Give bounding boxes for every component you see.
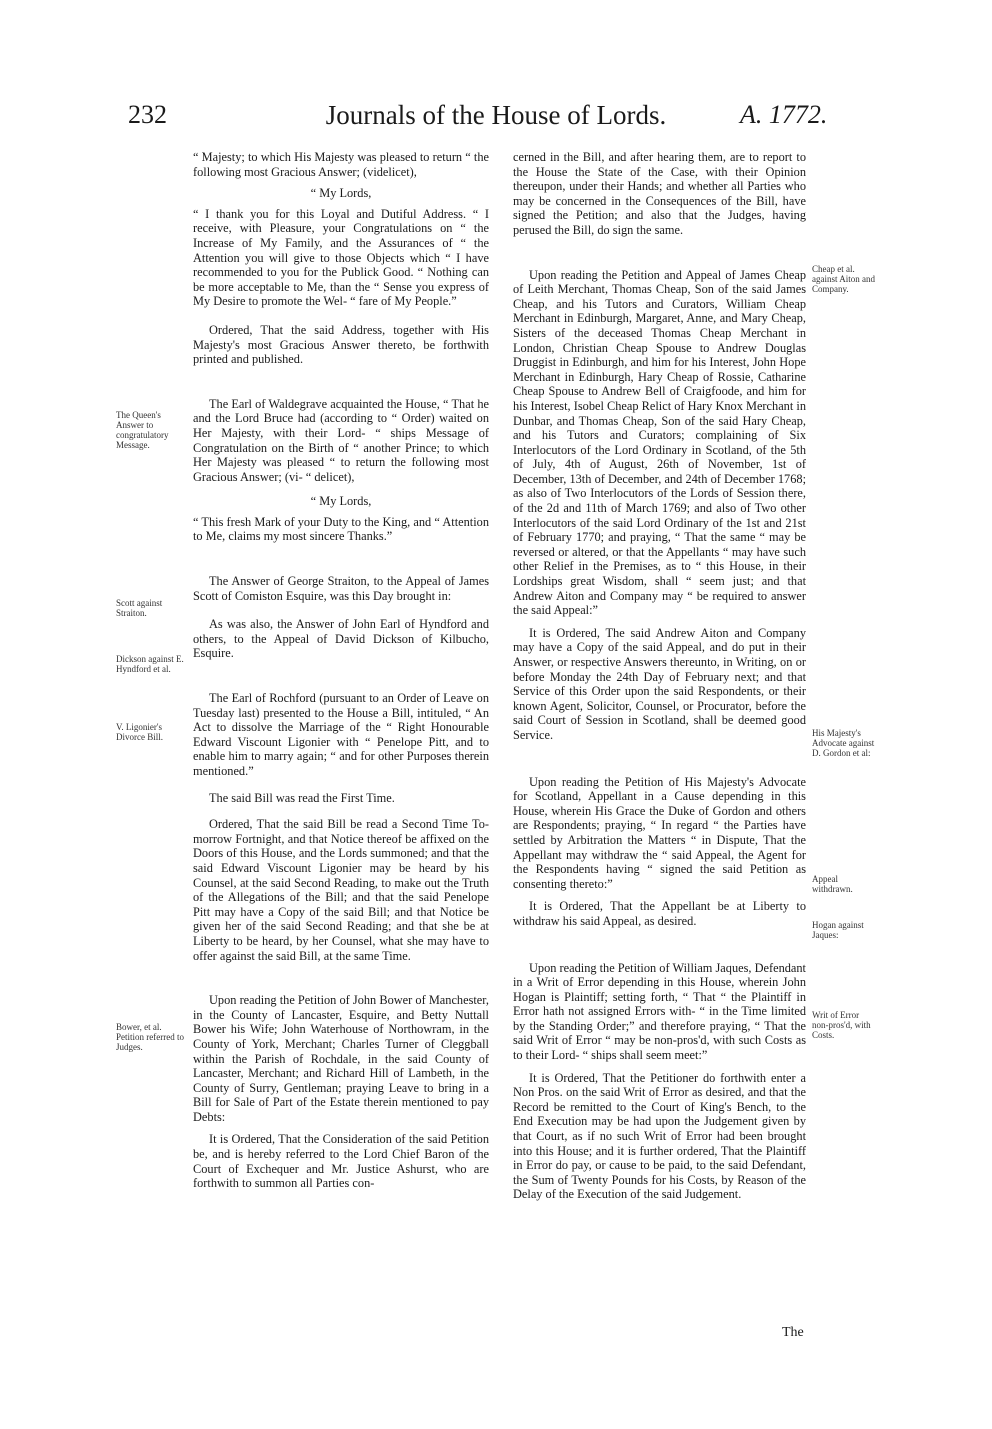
paragraph: The said Bill was read the First Time.	[209, 790, 395, 805]
margin-note-right: Appeal withdrawn.	[812, 874, 853, 894]
paragraph: Ordered, That the said Address, together with His Majesty's most Gracious Answer thereto, be forthwith printed and published.	[193, 322, 489, 367]
margin-note-left: V. Ligonier's Divorce Bill.	[116, 722, 163, 742]
paragraph: It is Ordered, That the Petitioner do forthwith enter a Non Pros. on the said Writ of Error as desired, and that the Record be remitted to the Court of King's Bench, to the End Execution may be had upon the Judgement given by that Court, as if no such Writ of Error had been brought into this House; and it is further ordered, That the Plaintiff in Error do pay, or cause to be paid, to the said Defendant, the Sum of Twenty Pounds for his Costs, by Reason of the Delay of the Execution of the said Judgement.	[513, 1070, 806, 1202]
left-column	[193, 150, 489, 1191]
salutation: “ My Lords,	[310, 494, 372, 509]
right-column	[513, 150, 806, 1202]
paragraph: “ This fresh Mark of your Duty to the King, and “ Attention to Me, claims my most sincere Thanks.”	[193, 514, 489, 544]
paragraph: The Earl of Rochford (pursuant to an Order of Leave on Tuesday last) presented to the House a Bill, intituled, “ An Act to dissolve the Marriage of the “ Right Honourable Edward Viscount Ligonier with “ Penelope Pitt, and to enable him to marry again; “ and for other Purposes therein mentioned.”	[193, 691, 489, 778]
paragraph: Upon reading the Petition and Appeal of James Cheap of Leith Merchant, Thomas Cheap, Son of the said James Cheap, and his Tutors and Curators, William Cheap Merchant in Edinburgh, Margaret, Anne, and Mary Cheap, Sisters of the deceased Thomas Cheap Merchant in London, Christian Cheap Spouse to Andrew Douglas Druggist in Edinburgh, and him for his Interest, John Hope Merchant in Edinburgh, Hary Cheap of Rossie, Catharine Cheap Spouse to Andrew Bell of Craigfoode, and him for his Interest, Isobel Cheap Relict of Hary Knox Merchant in Dunbar, and Thomas Cheap, Son of the said Hary Cheap, and his Tutors and Curators; complaining of Six Interlocutors of the Lord Ordinary in Scotland, of the 5th of July, 4th of August, 26th of November, 1st of December, 13th of December, and 24th of December 1768; as also of Two Interlocutors of the Lords of Session there, of the 2d and 11th of March 1769; and also of Two other Interlocutors of the said Lord Ordinary of the 1st and 21st of February 1770; and praying, “ That the same “ may be reversed or altered, or that the Appellants “ may have such other Relief in the Premises, as to “ this House, in their Lordships great Wisdom, shall “ seem just; and that Andrew Aiton and Company may “ be required to answer the said Appeal:”	[513, 267, 806, 618]
page-header	[0, 100, 992, 140]
margin-note-left: Bower, et al. Petition referred to Judges.	[116, 1022, 184, 1052]
page-title: Journals of the House of Lords.	[325, 100, 667, 130]
page-number: 232	[128, 100, 167, 129]
margin-note-left: Dickson against E. Hyndford et al.	[116, 654, 184, 674]
paragraph: It is Ordered, The said Andrew Aiton and Company may have a Copy of the said Appeal, and do put in their Answer, or respective Answers thereunto, in Writing, on or before Monday the 24th Day of February next; and that Service of this Order upon the said Respondents, or their known Agent, Solicitor, Counsel, or Procurator, before the said Court of Session in Scotland, shall be deemed good Service.	[513, 625, 806, 742]
paragraph: The Earl of Waldegrave acquainted the House, “ That he and the Lord Bruce had (according to “ Order) waited on Her Majesty, with their Lord- “ ships Message of Congratulation on the Birth of “ another Prince; to which Her Majesty was pleased “ to return the following most Gracious Answer; (vi- “ delicet),	[193, 396, 489, 484]
paragraph: “ I thank you for this Loyal and Dutiful Address. “ I receive, with Pleasure, your Congratulations on “ the Increase of My Family, and the Assurances of “ the Attention you will give to those Objects which “ I have recommended to you for the Publick Good. “ Nothing can be more acceptable to Me, than the “ Sense you express of My Desire to promote the Wel- “ fare of My People.”	[193, 206, 489, 309]
margin-note-left: The Queen's Answer to congratulatory Message.	[116, 410, 169, 450]
paragraph: Upon reading the Petition of His Majesty's Advocate for Scotland, Appellant in a Cause depending in this House, wherein His Grace the Duke of Gordon and others are Respondents; praying, “ In regard “ the Parties have settled by Arbitration the Matters “ in Dispute, That the Appellant may withdraw the “ said Appeal, the Agent for the Respondents having “ signed the said Petition as consenting thereto:”	[513, 774, 806, 891]
paragraph: Upon reading the Petition of John Bower of Manchester, in the County of Lancaster, Esquire, and Betty Nuttall Bower his Wife; John Waterhouse of Northowram, in the County of York, Merchant; Charles Turner of Cleggball within the Parish of Rochdale, in the said County of Lancaster, Merchant; and Richard Hill of Lambeth, in the County of Surry, Gentleman; praying Leave to bring in a Bill for Sale of Part of the Estate therein mentioned to pay Debts:	[193, 993, 489, 1124]
paragraph: It is Ordered, That the Appellant be at Liberty to withdraw his said Appeal, as desired.	[513, 899, 806, 928]
paragraph: Ordered, That the said Bill be read a Second Time To-morrow Fortnight, and that Notice thereof be affixed on the Doors of this House, and the Lords summoned; and that the said Edward Viscount Ligonier may be heard by his Counsel, at the said Second Reading, to make out the Truth of the Allegations of the Bill; and that the said Penelope Pitt may have a Copy of the said Bill; and that Notice be given her of the said Second Reading; and that she be at Liberty to be heard, by her Counsel, what she may have to offer against the said Bill, at the same Time.	[193, 817, 489, 963]
margin-note-right: His Majesty's Advocate against D. Gordon et al:	[812, 728, 875, 758]
paragraph: cerned in the Bill, and after hearing them, are to report to the House the State of the Case, with their Opinion thereupon, under their Hands; and whether all Parties who may be concerned in the Consequences of the Bill, have signed the Petition; and also that the Judges, having perused the Bill, do sign the same.	[513, 150, 806, 237]
margin-note-right: Hogan against Jaques:	[812, 920, 864, 940]
paragraph: Upon reading the Petition of William Jaques, Defendant in a Writ of Error depending in this House, wherein John Hogan is Plaintiff; setting forth, “ That “ the Plaintiff in Error hath not assigned Errors with- “ in the Time limited by the Standing Order;” and therefore praying, “ That the said Writ of Error “ may be non-pros'd, with such Costs as to their Lord- “ ships shall seem meet:”	[513, 960, 806, 1063]
paragraph: The Answer of George Straiton, to the Appeal of James Scott of Comiston Esquire, was this Day brought in:	[193, 574, 489, 603]
catchword: The	[782, 1325, 804, 1340]
margin-note-right: Writ of Error non-pros'd, with Costs.	[812, 1010, 871, 1040]
paragraph: It is Ordered, That the Consideration of the said Petition be, and is hereby referred to the Lord Chief Baron of the Court of Exchequer and Mr. Justice Ashurst, who are forthwith to summon all Parties con-	[193, 1132, 489, 1191]
salutation: “ My Lords,	[310, 186, 372, 201]
paragraph: As was also, the Answer of John Earl of Hyndford and others, to the Appeal of David Dickson of Kilbucho, Esquire.	[193, 617, 489, 661]
page-year: A. 1772.	[740, 100, 828, 129]
margin-note-left: Scott against Straiton.	[116, 598, 163, 618]
paragraph: “ Majesty; to which His Majesty was pleased to return “ the following most Gracious Answer; (videlicet),	[193, 150, 489, 179]
margin-note-right: Cheap et al. against Aiton and Company.	[812, 264, 875, 294]
